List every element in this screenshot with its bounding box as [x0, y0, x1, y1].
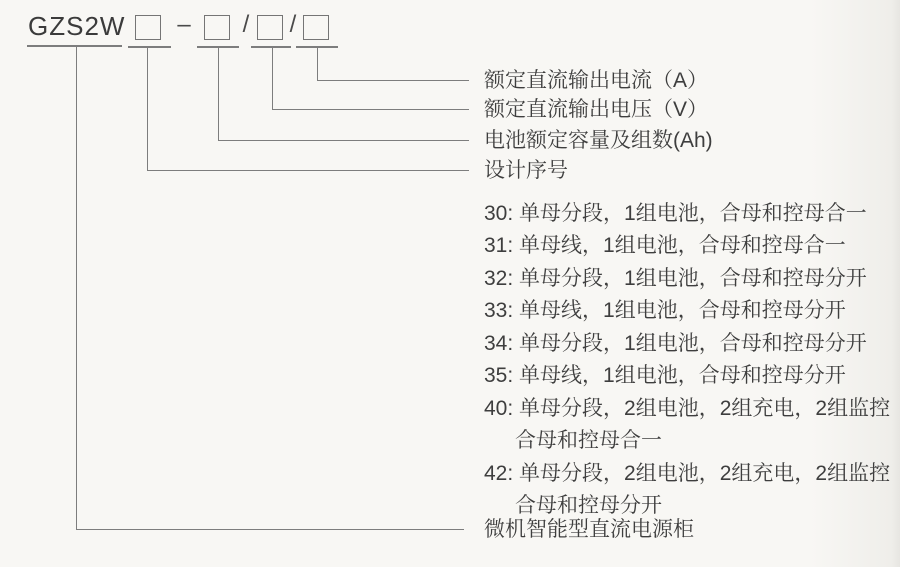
connector-serial-hline: [147, 170, 469, 171]
slash-separator-1: /: [242, 11, 250, 38]
connector-capacity-vline: [218, 46, 219, 141]
callout-rated-current: 额定直流输出电流（A）: [484, 69, 709, 92]
design-serial-box: [135, 15, 161, 40]
output-current-box: [303, 15, 329, 40]
connector-serial-vline: [147, 46, 148, 171]
serial-option-32: 32: 单母分段，1组电池，合母和控母分开: [484, 267, 867, 290]
serial-option-40: 40: 单母分段，2组电池，2组充电，2组监控: [484, 397, 891, 420]
connector-voltage-hline: [272, 109, 469, 110]
serial-option-35: 35: 单母线，1组电池，合母和控母分开: [484, 364, 846, 387]
output-voltage-underline: [251, 46, 291, 48]
callout-product-name: 微机智能型直流电源柜: [484, 518, 694, 541]
connector-product-vline: [76, 45, 77, 530]
dash-separator: –: [177, 11, 191, 38]
serial-option-40-continuation: 合母和控母合一: [515, 429, 662, 452]
connector-current-vline: [317, 46, 318, 81]
design-serial-underline: [128, 46, 171, 48]
callout-rated-voltage: 额定直流输出电压（V）: [484, 98, 709, 121]
model-prefix: GZS2W: [28, 11, 126, 41]
battery-capacity-box: [204, 15, 230, 40]
serial-option-31: 31: 单母线，1组电池，合母和控母合一: [484, 234, 846, 257]
slash-separator-2: /: [289, 11, 297, 38]
connector-current-hline: [317, 80, 469, 81]
callout-design-serial: 设计序号: [484, 159, 568, 182]
connector-capacity-hline: [218, 140, 469, 141]
output-voltage-box: [257, 15, 283, 40]
serial-option-30: 30: 单母分段，1组电池，合母和控母合一: [484, 202, 867, 225]
callout-battery-capacity: 电池额定容量及组数(Ah): [484, 129, 713, 152]
connector-voltage-vline: [272, 46, 273, 110]
serial-option-34: 34: 单母分段，1组电池，合母和控母分开: [484, 332, 867, 355]
model-prefix-underline: [27, 45, 122, 47]
serial-option-33: 33: 单母线，1组电池，合母和控母分开: [484, 299, 846, 322]
serial-option-42: 42: 单母分段，2组电池，2组充电，2组监控: [484, 462, 891, 485]
connector-product-hline: [76, 529, 464, 530]
serial-option-42-continuation: 合母和控母分开: [515, 494, 662, 517]
